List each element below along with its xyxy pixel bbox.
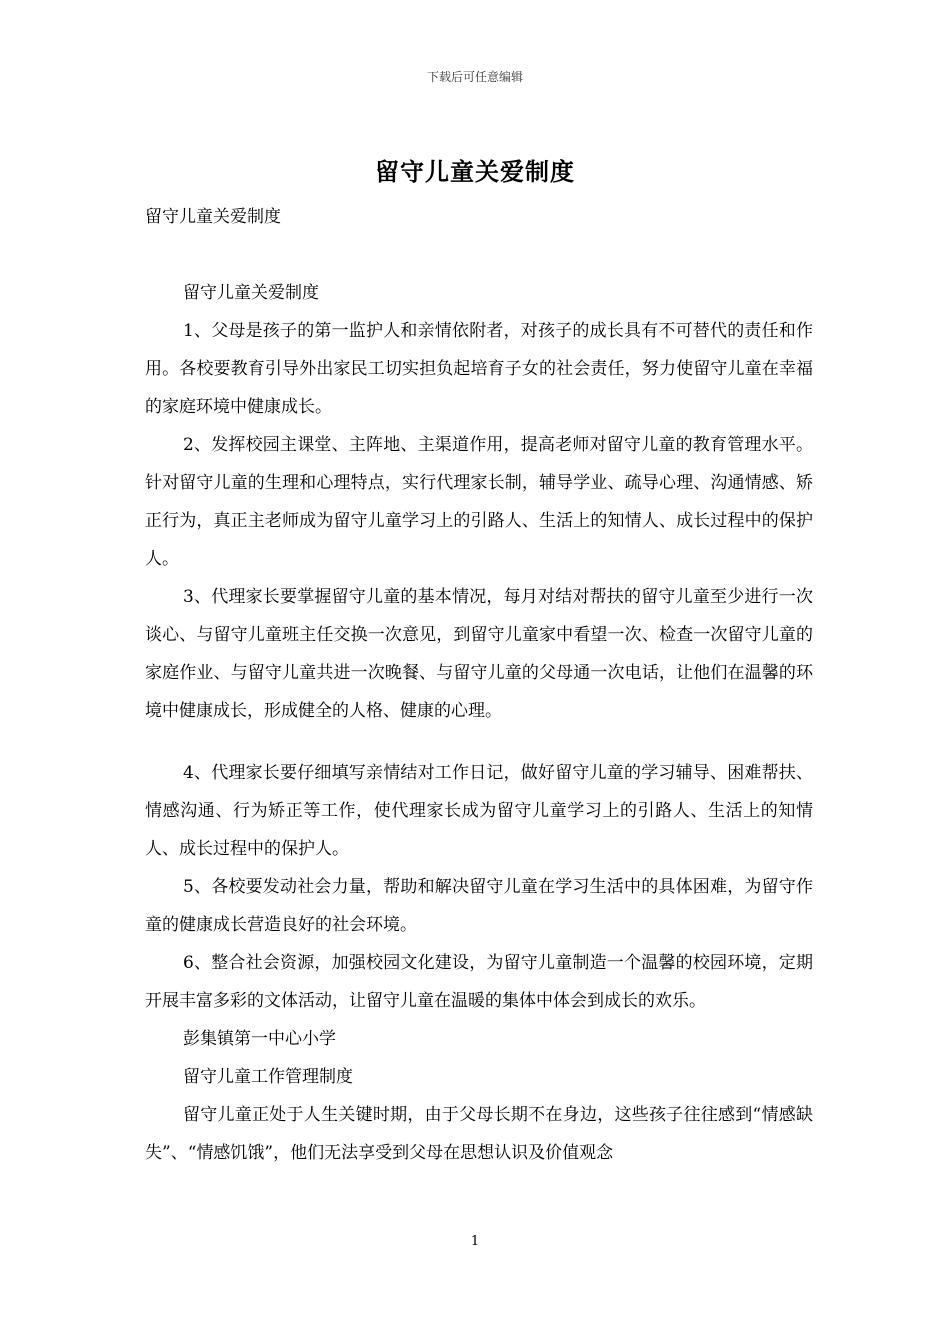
paragraph-2: 2、发挥校园主课堂、主阵地、主渠道作用，提高老师对留守儿童的教育管理水平。针对留守儿童的生理和心理特点，实行代理家长制，辅导学业、疏导心理、沟通情感、矫正行为，真正主老师成为留守儿童学习上的引路人、生活上的知情人、成长过程中的保护人。 (145, 435, 813, 569)
section-heading: 留守儿童关爱制度 (183, 283, 319, 303)
page-number: 1 (470, 1234, 480, 1249)
section2-paragraph: 留守儿童正处于人生关键时期，由于父母长期不在身边，这些孩子往往感到“情感缺失”、“情感饥饿”，他们无法享受到父母在思想认识及价值观念 (145, 1105, 813, 1163)
signature: 彭集镇第一中心小学 (183, 1029, 336, 1049)
document-title: 留守儿童关爱制度 (375, 157, 575, 186)
page-header-note: 下载后可任意编辑 (426, 70, 523, 84)
paragraph-1: 1、父母是孩子的第一监护人和亲情依附者，对孩子的成长具有不可替代的责任和作用。各校要教育引导外出家民工切实担负起培育子女的社会责任，努力使留守儿童在幸福的家庭环境中健康成长。 (145, 321, 813, 417)
section2-heading: 留守儿童工作管理制度 (183, 1067, 353, 1087)
paragraph-5: 5、各校要发动社会力量，帮助和解决留守儿童在学习生活中的具体困难，为留守作童的健康成长营造良好的社会环境。 (145, 877, 813, 935)
paragraph-6: 6、整合社会资源，加强校园文化建设，为留守儿童制造一个温馨的校园环境，定期开展丰富多彩的文体活动，让留守儿童在温暖的集体中体会到成长的欢乐。 (145, 953, 813, 1011)
document-subtitle: 留守儿童关爱制度 (145, 207, 281, 227)
paragraph-3: 3、代理家长要掌握留守儿童的基本情况，每月对结对帮扶的留守儿童至少进行一次谈心、与留守儿童班主任交换一次意见，到留守儿童家中看望一次、检查一次留守儿童的家庭作业、与留守儿童共进一次晚餐、与留守儿童的父母通一次电话，让他们在温馨的环境中健康成长，形成健全的人格、健康的心理。 (145, 587, 813, 721)
document-body (145, 198, 813, 1172)
paragraph-4: 4、代理家长要仔细填写亲情结对工作日记，做好留守儿童的学习辅导、困难帮扶、情感沟通、行为矫正等工作，使代理家长成为留守儿童学习上的引路人、生活上的知情人、成长过程中的保护人。 (145, 763, 813, 859)
paragraph-spacer (145, 730, 813, 754)
